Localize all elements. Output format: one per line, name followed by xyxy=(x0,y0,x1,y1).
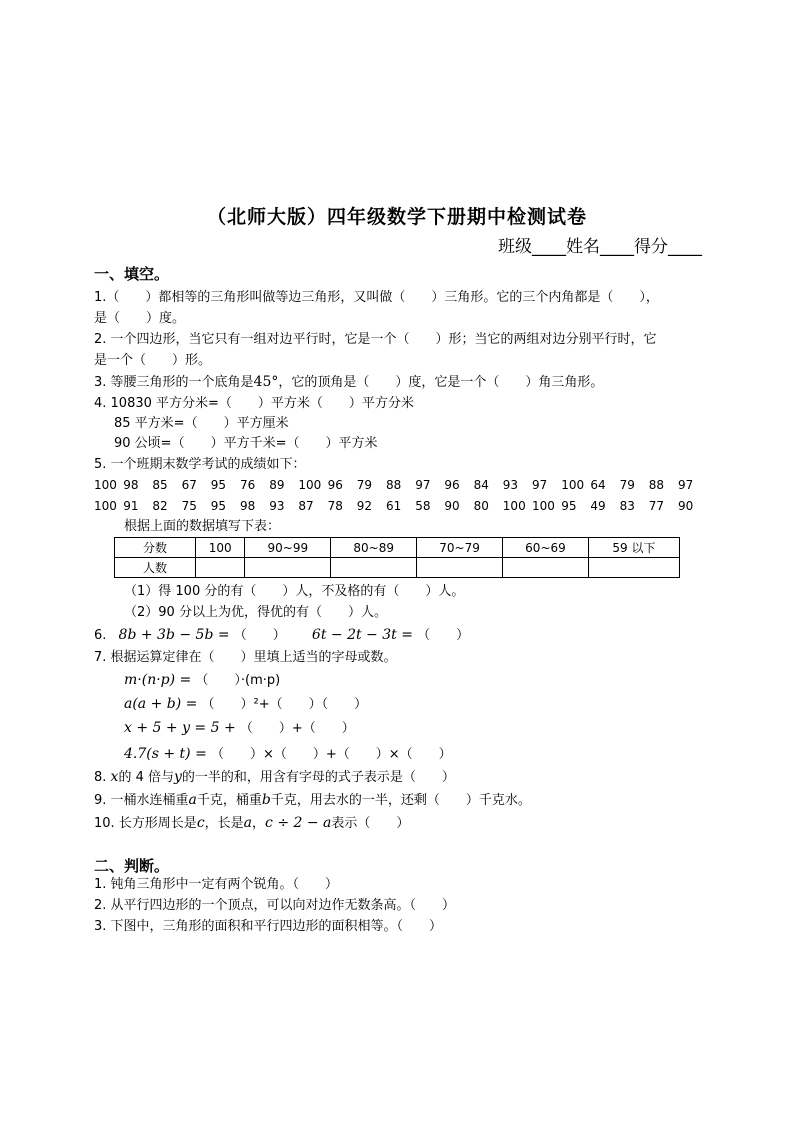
section-fill-blank: 一、填空。 xyxy=(94,265,170,283)
table-header-cell: 80~89 xyxy=(331,538,417,558)
judge-2: 2. 从平行四边形的一个顶点，可以向对边作无数条高。（ ） xyxy=(94,898,456,913)
question-8-label: 8. xyxy=(94,770,107,785)
score-value: 93 xyxy=(269,499,285,513)
question-8-text-b: 的一半的和，用含有字母的式子表示是（ ） xyxy=(181,770,455,785)
score-value: 100 xyxy=(561,478,585,492)
question-7-expression-2: a(a + b) = xyxy=(124,696,198,712)
question-10-text-d: 表示（ ） xyxy=(331,816,410,831)
question-9-text-c: 千克，用去水的一半，还剩（ ）千克水。 xyxy=(270,793,531,808)
score-value: 90 xyxy=(678,499,694,513)
question-7-expression-1: m·(n·p) = xyxy=(124,672,192,688)
question-7-line-2 xyxy=(124,696,367,713)
question-1-line1: 1.（ ）都相等的三角形叫做等边三角形，又叫做（ ）三角形。它的三个内角都是（ ）， xyxy=(94,290,659,305)
question-9-var-a: a xyxy=(188,792,197,808)
score-value: 97 xyxy=(678,478,694,492)
score-value: 92 xyxy=(356,499,373,513)
score-value: 76 xyxy=(240,478,256,492)
question-2-line2: 是一个（ ）形。 xyxy=(94,353,212,368)
question-9 xyxy=(94,792,531,809)
table-header-cell: 60~69 xyxy=(503,538,589,558)
score-value: 98 xyxy=(240,499,256,513)
score-value: 91 xyxy=(123,499,139,513)
score-value: 100 xyxy=(94,478,117,492)
table-answer-cell[interactable] xyxy=(588,558,679,578)
score-table xyxy=(114,537,680,578)
score-value: 75 xyxy=(181,499,197,513)
score-table-header-row xyxy=(115,538,680,558)
score-value: 90 xyxy=(444,499,460,513)
question-9-var-b: b xyxy=(261,792,271,808)
question-4-line3: 90 公顷=（ ）平方千米=（ ）平方米 xyxy=(114,436,378,451)
question-9-text-b: 千克，桶重 xyxy=(196,793,262,808)
score-value: 82 xyxy=(152,499,168,513)
score-value: 80 xyxy=(473,499,489,513)
table-answer-cell[interactable] xyxy=(196,558,245,578)
score-value: 96 xyxy=(327,478,343,492)
question-7-answer-3: （ ）+（ ） xyxy=(239,721,355,736)
question-1-line2: 是（ ）度。 xyxy=(94,311,186,326)
table-header-cell: 100 xyxy=(196,538,245,558)
score-value: 78 xyxy=(327,499,343,513)
question-6-expression-2: 6t − 2t − 3t = xyxy=(311,627,413,643)
question-6-blank-1: （ ） xyxy=(233,628,286,643)
question-5-sub-1: （1）得 100 分的有（ ）人，不及格的有（ ）人。 xyxy=(124,584,465,599)
question-7: 7. 根据运算定律在（ ）里填上适当的字母或数。 xyxy=(94,650,397,665)
question-7-answer-2: （ ）²+（ ）（ ） xyxy=(201,697,368,712)
question-10 xyxy=(94,815,409,832)
question-10-var-c: c xyxy=(196,815,205,831)
question-7-expression-4: 4.7(s + t) = xyxy=(124,746,207,762)
judge-3: 3. 下图中，三角形的面积和平行四边形的面积相等。（ ） xyxy=(94,919,443,934)
question-10-text-a: 10. 长方形周长是 xyxy=(94,816,197,831)
question-7-line-4 xyxy=(124,746,452,763)
question-10-text-b: ，长是 xyxy=(204,816,244,831)
question-7-line-1 xyxy=(124,672,280,689)
question-8-text-a: 的 4 倍与 xyxy=(118,770,174,785)
question-6-label: 6. xyxy=(94,628,107,643)
score-value: 100 xyxy=(94,499,117,513)
question-5-sub-2: （2）90 分以上为优，得优的有（ ）人。 xyxy=(124,605,387,620)
score-value: 85 xyxy=(152,478,168,492)
table-answer-cell[interactable] xyxy=(503,558,589,578)
question-8-var-x: x xyxy=(110,769,119,785)
judge-1: 1. 钝角三角形中一定有两个锐角。（ ） xyxy=(94,877,339,892)
question-4-line2: 85 平方米=（ ）平方厘米 xyxy=(114,416,289,431)
score-value: 64 xyxy=(590,478,606,492)
student-info: 班级____姓名____得分____ xyxy=(498,237,702,257)
table-answer-cell[interactable] xyxy=(417,558,503,578)
score-value: 83 xyxy=(619,499,635,513)
question-10-expression: c ÷ 2 − a xyxy=(265,815,332,831)
score-value: 79 xyxy=(356,478,373,492)
question-8 xyxy=(94,769,455,786)
table-header-cell: 分数 xyxy=(115,538,196,558)
question-3-angle: 45° xyxy=(253,374,279,390)
question-7-answer-1: （ ）·(m·p) xyxy=(195,673,281,688)
table-answer-cell[interactable] xyxy=(245,558,331,578)
score-value: 100 xyxy=(502,499,526,513)
question-5: 5. 一个班期末数学考试的成绩如下： xyxy=(94,457,306,472)
score-value: 89 xyxy=(269,478,285,492)
section-judge: 二、判断。 xyxy=(94,857,170,875)
score-value: 97 xyxy=(532,478,548,492)
score-value: 67 xyxy=(181,478,197,492)
score-value: 95 xyxy=(561,499,577,513)
table-header-cell: 70~79 xyxy=(417,538,503,558)
question-9-text-a: 9. 一桶水连桶重 xyxy=(94,793,189,808)
score-value: 100 xyxy=(298,478,322,492)
score-value: 88 xyxy=(386,478,402,492)
question-3 xyxy=(94,374,603,391)
score-value: 95 xyxy=(210,478,227,492)
score-value: 61 xyxy=(386,499,402,513)
question-3-text-a: 3. 等腰三角形的一个底角是 xyxy=(94,375,254,390)
score-value: 88 xyxy=(648,478,665,492)
question-3-text-b: ，它的顶角是（ ）度，它是一个（ ）角三角形。 xyxy=(278,375,604,390)
question-5-fill-instruction: 根据上面的数据填写下表： xyxy=(124,519,281,534)
table-answer-cell[interactable] xyxy=(331,558,417,578)
score-value: 93 xyxy=(502,478,519,492)
table-header-cell: 90~99 xyxy=(245,538,331,558)
question-6 xyxy=(94,627,469,644)
score-value: 96 xyxy=(444,478,460,492)
score-value: 49 xyxy=(590,499,606,513)
score-value: 79 xyxy=(619,478,635,492)
question-8-var-y: y xyxy=(174,769,182,785)
page-title: （北师大版）四年级数学下册期中检测试卷 xyxy=(206,206,587,228)
question-4-line1: 4. 10830 平方分米=（ ）平方米（ ）平方分米 xyxy=(94,396,414,411)
score-value: 100 xyxy=(532,499,555,513)
score-value: 98 xyxy=(123,478,139,492)
question-10-text-c: ， xyxy=(252,816,266,831)
score-value: 95 xyxy=(210,499,227,513)
question-7-line-3 xyxy=(124,720,355,737)
score-table-count-row xyxy=(115,558,680,578)
question-10-var-a: a xyxy=(243,815,253,831)
question-7-expression-3: x + 5 + y = 5 + xyxy=(124,720,236,736)
score-value: 87 xyxy=(298,499,314,513)
score-value: 97 xyxy=(415,478,431,492)
score-value: 58 xyxy=(415,499,431,513)
question-7-answer-4: （ ）×（ ）+（ ）×（ ） xyxy=(210,747,452,762)
table-row-label: 人数 xyxy=(115,558,196,578)
question-6-expression-1: 8b + 3b − 5b = xyxy=(118,627,230,643)
score-value: 84 xyxy=(473,478,489,492)
table-header-cell: 59 以下 xyxy=(588,538,679,558)
score-value: 77 xyxy=(648,499,665,513)
question-6-blank-2: （ ） xyxy=(417,628,470,643)
question-2-line1: 2. 一个四边形，当它只有一组对边平行时，它是一个（ ）形；当它的两组对边分别平行时，它 xyxy=(94,332,657,347)
